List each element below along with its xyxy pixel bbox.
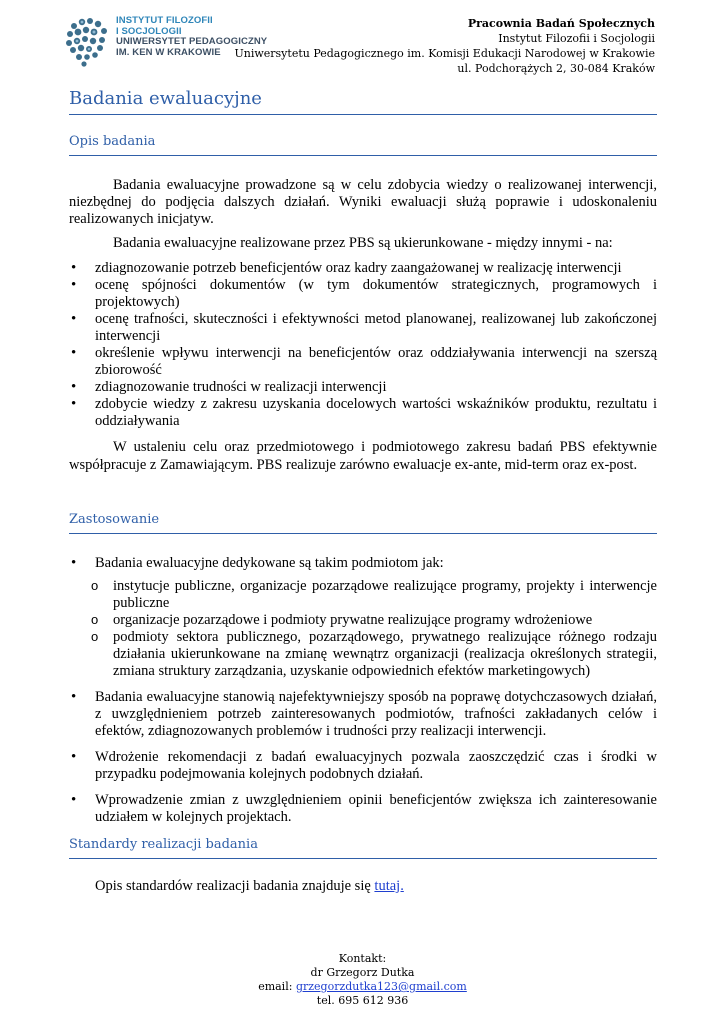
list-item: • zdiagnozowanie trudności w realizacji interwencji <box>69 379 657 396</box>
letterhead <box>234 16 655 76</box>
section-title-zastosowanie: Zastosowanie <box>69 512 160 527</box>
closing-paragraph: W ustaleniu celu oraz przedmiotowego i podmiotowego zakresu badań PBS efektywnie współpracuje z Zamawiającym. PBS realizuje zarówno ewaluacje ex-ante, mid-term oraz ex-post. <box>69 439 657 473</box>
list-item: • ocenę trafności, skuteczności i efektywności metod planowanej, realizowanej lub zakończonej interwencji <box>69 311 657 345</box>
contact-email-line <box>0 980 725 994</box>
university-name: Uniwersytetu Pedagogicznego im. Komisji Edukacji Narodowej w Krakowie <box>234 47 655 60</box>
page-title: Badania ewaluacyjne <box>69 88 262 109</box>
goals-list <box>69 260 657 430</box>
email-link[interactable]: grzegorzdutka123@gmail.com <box>295 980 467 993</box>
contact-footer <box>0 952 725 1008</box>
section-title-opis: Opis badania <box>69 134 156 149</box>
contact-label: Kontakt: <box>338 952 387 965</box>
section-title-standardy: Standardy realizacji badania <box>69 837 258 852</box>
section-body-opis <box>69 177 657 474</box>
section-rule-opis <box>69 155 657 156</box>
entities-list <box>69 578 657 680</box>
logo-line-3: UNIWERSYTET PEDAGOGICZNY <box>116 36 268 47</box>
logo-line-4: IM. KEN W KRAKOWIE <box>116 46 221 58</box>
contact-phone: tel. 695 612 936 <box>316 994 409 1007</box>
list-item: • ocenę spójności dokumentów (w tym dokumentów strategicznych, programowych i projektowych) <box>69 277 657 311</box>
list-item: • zdiagnozowanie potrzeb beneficjentów oraz kadry zaangażowanej w realizację interwencji <box>69 260 657 277</box>
application-list <box>69 555 657 572</box>
list-item: • określenie wpływu interwencji na beneficjentów oraz oddziaływania interwencji na szerszą zbiorowość <box>69 345 657 379</box>
lab-name: Pracownia Badań Społecznych <box>467 17 655 30</box>
intro-paragraph: Badania ewaluacyjne prowadzone są w celu zdobycia wiedzy o realizowanej interwencji, niezbędnej do podjęcia dalszych działań. Wyniki ewaluacji służą poprawie i udoskonaleniu realizowanych inicjatyw. <box>69 177 657 227</box>
section-body-standardy <box>95 878 655 895</box>
list-item: o organizacje pozarządowe i podmioty prywatne realizujące programy wdrożeniowe <box>87 612 657 629</box>
list-item: • Wprowadzenie zmian z uwzględnieniem opinii beneficjentów zwiększa ich zainteresowanie udziałem w kolejnych projektach. <box>69 792 657 826</box>
list-item: o podmioty sektora publicznego, pozarządowego, prywatnego realizujące różnego rodzaju działania ukierunkowane na zmianę wewnątrz organizacji (realizacja określonych strategii, zmiana struktury zarządzania, uzyskanie odpowiednich efektów marketingowych) <box>87 629 657 680</box>
section-rule-standardy <box>69 858 657 859</box>
section-body-zastosowanie <box>69 555 657 826</box>
lead-paragraph: Badania ewaluacyjne realizowane przez PBS są ukierunkowane - między innymi - na: <box>113 235 613 251</box>
list-item: o instytucje publiczne, organizacje pozarządowe realizujące programy, projekty i interwencje publiczne <box>87 578 657 612</box>
institute-name: Instytut Filozofii i Socjologii <box>498 32 655 45</box>
list-item: • Badania ewaluacyjne stanowią najefektywniejszy sposób na poprawę dotychczasowych działań, z uwzględnieniem potrzeb zainteresowanych podmiotów, trafności zakładanych celów i efektów, zdiagnozowanych problemów i trudności przy realizacji interwencji. <box>69 689 657 740</box>
title-rule <box>69 114 657 115</box>
email-label: email: <box>258 980 293 993</box>
address: ul. Podchorążych 2, 30-084 Kraków <box>457 62 655 75</box>
benefits-list <box>69 689 657 826</box>
brain-logo-icon <box>64 16 112 68</box>
contact-name: dr Grzegorz Dutka <box>310 966 415 979</box>
standards-link[interactable]: tutaj. <box>374 878 404 894</box>
list-item <box>69 555 657 572</box>
logo-line-1: INSTYTUT FILOZOFII <box>116 15 213 26</box>
standards-text: Opis standardów realizacji badania znajduje się <box>95 878 371 894</box>
list-item: • Wdrożenie rekomendacji z badań ewaluacyjnych pozwala zaoszczędzić czas i środki w przypadku podejmowania kolejnych podobnych działań. <box>69 749 657 783</box>
institute-logo <box>64 14 268 70</box>
section-rule-zastosowanie <box>69 533 657 534</box>
list-item-text: Badania ewaluacyjne dedykowane są takim podmiotom jak: <box>95 555 444 571</box>
logo-line-2: I SOCJOLOGII <box>116 25 182 37</box>
list-item: • zdobycie wiedzy z zakresu uzyskania docelowych wartości wskaźników produktu, rezultatu i oddziaływania <box>69 396 657 430</box>
